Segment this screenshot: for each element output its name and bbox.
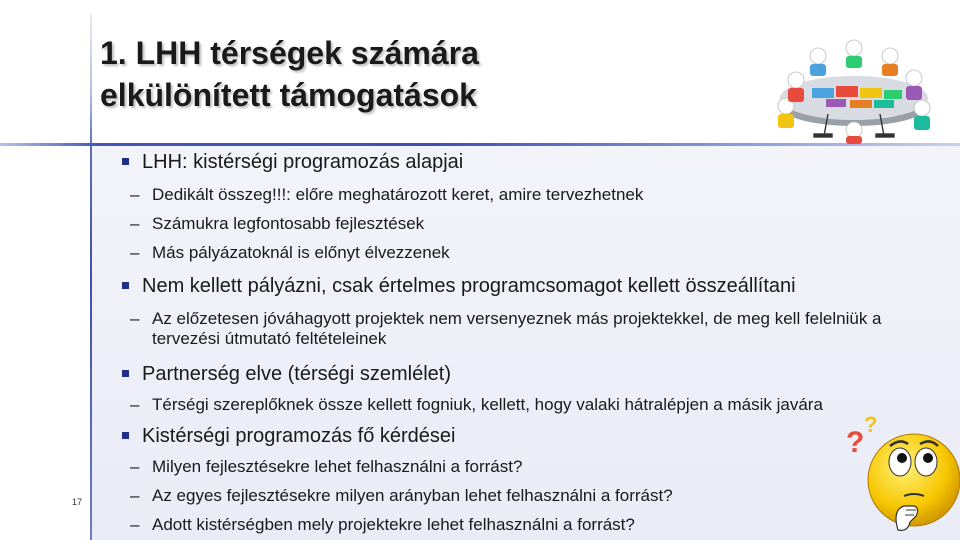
sub-bullet-text: Adott kistérségben mely projektekre lehet felhasználni a forrást? bbox=[152, 515, 635, 534]
bullet-marker bbox=[122, 432, 129, 439]
bullet-text: LHH: kistérségi programozás alapjai bbox=[142, 151, 464, 173]
sub-bullet-4-2 bbox=[130, 486, 930, 506]
sub-marker: – bbox=[130, 395, 140, 414]
bullet-3 bbox=[122, 362, 942, 386]
sub-bullet-text: Milyen fejlesztésekre lehet felhasználni a forrást? bbox=[152, 457, 523, 476]
sub-bullet-text: Dedikált összeg!!!: előre meghatározott keret, amire tervezhetnek bbox=[152, 185, 644, 204]
title-line-1: 1. LHH térségek számára bbox=[100, 35, 479, 71]
sub-marker: – bbox=[130, 309, 140, 328]
vertical-divider bbox=[90, 14, 92, 540]
sub-marker: – bbox=[130, 486, 140, 505]
sub-bullet-4-3 bbox=[130, 515, 930, 535]
title-line-2: elkülönített támogatások bbox=[100, 77, 477, 113]
bullet-marker bbox=[122, 282, 129, 289]
sub-marker: – bbox=[130, 214, 140, 233]
bullet-4 bbox=[122, 424, 942, 448]
sub-bullet-1-3 bbox=[130, 243, 930, 263]
bullet-2 bbox=[122, 274, 942, 298]
sub-marker: – bbox=[130, 243, 140, 262]
question-mark-red: ? bbox=[846, 426, 865, 459]
sub-bullet-4-1 bbox=[130, 457, 930, 477]
sub-bullet-text: Az egyes fejlesztésekre milyen arányban lehet felhasználni a forrást? bbox=[152, 486, 673, 505]
sub-marker: – bbox=[130, 457, 140, 476]
sub-bullet-1-1 bbox=[130, 185, 930, 205]
bullet-text: Kistérségi programozás fő kérdései bbox=[142, 425, 456, 447]
bullet-marker bbox=[122, 158, 129, 165]
sub-marker: – bbox=[130, 185, 140, 204]
sub-bullet-text: Térségi szereplőknek össze kellett fogniuk, kellett, hogy valaki hátralépjen a másik javára bbox=[152, 395, 823, 414]
sub-bullet-text: Más pályázatoknál is előnyt élvezzenek bbox=[152, 243, 450, 262]
bullet-text: Nem kellett pályázni, csak értelmes programcsomagot kellett összeállítani bbox=[142, 275, 796, 297]
sub-bullet-2-1 bbox=[130, 309, 930, 349]
puzzle-meeting-illustration bbox=[766, 10, 942, 144]
bullet-marker bbox=[122, 370, 129, 377]
thinking-smiley-illustration bbox=[842, 410, 960, 540]
sub-bullet-text: Számukra legfontosabb fejlesztések bbox=[152, 214, 425, 233]
bullet-1 bbox=[122, 150, 942, 174]
bullet-text: Partnerség elve (térségi szemlélet) bbox=[142, 363, 452, 385]
sub-marker: – bbox=[130, 515, 140, 534]
question-mark-yellow: ? bbox=[864, 412, 878, 437]
sub-bullet-text: Az előzetesen jóváhagyott projektek nem versenyeznek más projektekkel, de meg kell felelniük a tervezési útmutató feltételeinek bbox=[152, 309, 882, 348]
sub-bullet-1-2 bbox=[130, 214, 930, 234]
slide-title bbox=[100, 32, 660, 116]
page-number: 17 bbox=[72, 497, 83, 507]
sub-bullet-3-1 bbox=[130, 395, 930, 415]
